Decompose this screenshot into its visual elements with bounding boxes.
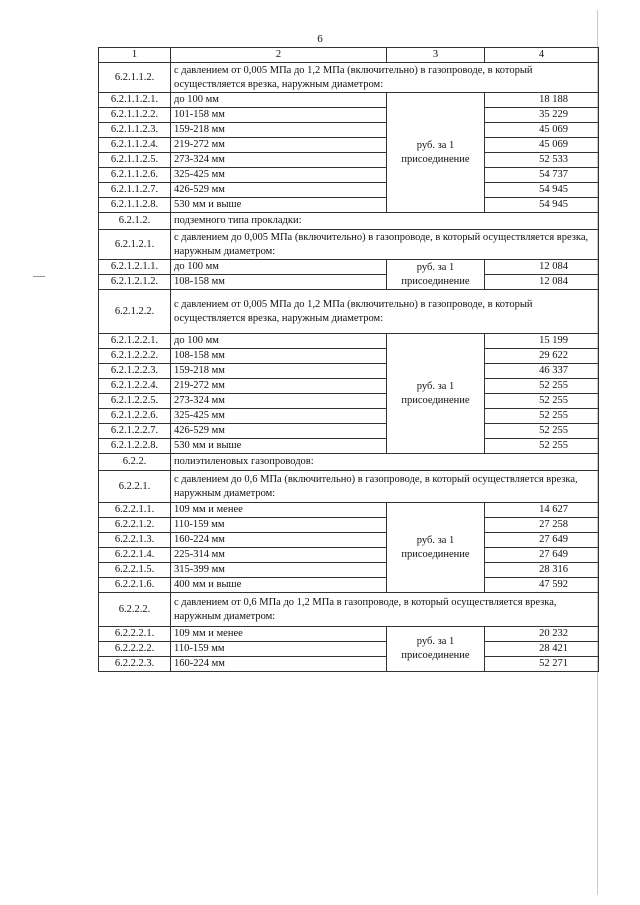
row-code: 6.2.2.1.3.	[99, 533, 171, 548]
row-code: 6.2.1.2.1.	[99, 230, 171, 260]
row-description: 426-529 мм	[171, 183, 387, 198]
row-description: 273-324 мм	[171, 153, 387, 168]
table-row	[99, 642, 599, 657]
row-value: 27 649	[485, 533, 599, 548]
row-value: 35 229	[485, 108, 599, 123]
table-header-row	[99, 48, 599, 63]
row-code: 6.2.2.1.1.	[99, 503, 171, 518]
section-row	[99, 471, 599, 503]
row-code: 6.2.1.1.2.2.	[99, 108, 171, 123]
header-col-1: 1	[99, 48, 171, 63]
row-description: 109 мм и менее	[171, 627, 387, 642]
table-row	[99, 153, 599, 168]
unit-cell: руб. за 1 присоединение	[387, 627, 485, 672]
row-value: 54 945	[485, 183, 599, 198]
row-code: 6.2.1.1.2.7.	[99, 183, 171, 198]
row-value: 12 084	[485, 275, 599, 290]
row-value: 46 337	[485, 364, 599, 379]
row-description: 110-159 мм	[171, 642, 387, 657]
section-row	[99, 290, 599, 334]
section-row	[99, 230, 599, 260]
row-code: 6.2.2.2.	[99, 593, 171, 627]
row-value: 52 255	[485, 394, 599, 409]
table-row	[99, 93, 599, 108]
row-description: 530 мм и выше	[171, 198, 387, 213]
header-col-4: 4	[485, 48, 599, 63]
row-value: 27 649	[485, 548, 599, 563]
row-value: 52 255	[485, 424, 599, 439]
row-description: с давлением до 0,005 МПа (включительно) в газопроводе, в который осуществляется врезка, наружным диаметром:	[171, 230, 599, 260]
row-value: 12 084	[485, 260, 599, 275]
row-code: 6.2.1.2.2.4.	[99, 379, 171, 394]
row-description: с давлением от 0,005 МПа до 1,2 МПа (включительно) в газопроводе, в который осуществляется врезка, наружным диаметром:	[171, 63, 599, 93]
row-description: 219-272 мм	[171, 138, 387, 153]
row-code: 6.2.1.2.2.	[99, 290, 171, 334]
row-code: 6.2.1.1.2.4.	[99, 138, 171, 153]
table-row	[99, 424, 599, 439]
table-row	[99, 260, 599, 275]
row-code: 6.2.1.1.2.	[99, 63, 171, 93]
row-code: 6.2.1.2.2.6.	[99, 409, 171, 424]
row-code: 6.2.1.2.1.2.	[99, 275, 171, 290]
row-description: полиэтиленовых газопроводов:	[171, 454, 599, 471]
section-row	[99, 63, 599, 93]
row-description: 400 мм и выше	[171, 578, 387, 593]
table-row	[99, 548, 599, 563]
row-description: 426-529 мм	[171, 424, 387, 439]
unit-cell: руб. за 1 присоединение	[387, 93, 485, 213]
table-row	[99, 123, 599, 138]
table-row	[99, 349, 599, 364]
table-row	[99, 439, 599, 454]
row-value: 52 533	[485, 153, 599, 168]
row-description: с давлением от 0,6 МПа до 1,2 МПа в газопроводе, в который осуществляется врезка, наружным диаметром:	[171, 593, 599, 627]
row-code: 6.2.1.2.2.5.	[99, 394, 171, 409]
row-value: 52 271	[485, 657, 599, 672]
row-value: 45 069	[485, 138, 599, 153]
row-code: 6.2.2.1.6.	[99, 578, 171, 593]
row-description: 273-324 мм	[171, 394, 387, 409]
row-code: 6.2.1.1.2.1.	[99, 93, 171, 108]
unit-cell: руб. за 1 присоединение	[387, 503, 485, 593]
row-description: 160-224 мм	[171, 533, 387, 548]
row-description: 108-158 мм	[171, 349, 387, 364]
row-description: 225-314 мм	[171, 548, 387, 563]
table-row	[99, 138, 599, 153]
row-code: 6.2.2.1.	[99, 471, 171, 503]
table-row	[99, 275, 599, 290]
table-row	[99, 364, 599, 379]
row-code: 6.2.2.	[99, 454, 171, 471]
row-code: 6.2.2.2.1.	[99, 627, 171, 642]
row-value: 14 627	[485, 503, 599, 518]
row-description: подземного типа прокладки:	[171, 213, 599, 230]
row-code: 6.2.1.2.2.7.	[99, 424, 171, 439]
row-code: 6.2.1.2.2.1.	[99, 334, 171, 349]
row-description: до 100 мм	[171, 93, 387, 108]
row-value: 52 255	[485, 439, 599, 454]
page-number: 6	[317, 33, 323, 45]
row-value: 28 421	[485, 642, 599, 657]
table-row	[99, 657, 599, 672]
row-description: 110-159 мм	[171, 518, 387, 533]
table-row	[99, 563, 599, 578]
row-description: 325-425 мм	[171, 409, 387, 424]
row-code: 6.2.1.2.	[99, 213, 171, 230]
row-code: 6.2.2.1.5.	[99, 563, 171, 578]
row-value: 28 316	[485, 563, 599, 578]
tariff-table	[98, 47, 599, 672]
header-col-3: 3	[387, 48, 485, 63]
table-row	[99, 198, 599, 213]
row-description: 325-425 мм	[171, 168, 387, 183]
section-row	[99, 593, 599, 627]
row-code: 6.2.2.2.2.	[99, 642, 171, 657]
row-description: 109 мм и менее	[171, 503, 387, 518]
table-row	[99, 627, 599, 642]
table-row	[99, 334, 599, 349]
row-description: с давлением до 0,6 МПа (включительно) в газопроводе, в который осуществляется врезка, наружным диаметром:	[171, 471, 599, 503]
row-value: 29 622	[485, 349, 599, 364]
row-code: 6.2.1.1.2.5.	[99, 153, 171, 168]
row-code: 6.2.1.1.2.8.	[99, 198, 171, 213]
row-value: 52 255	[485, 409, 599, 424]
header-col-2: 2	[171, 48, 387, 63]
table-row	[99, 379, 599, 394]
row-description: 101-158 мм	[171, 108, 387, 123]
margin-mark	[33, 276, 45, 277]
row-description: 219-272 мм	[171, 379, 387, 394]
row-code: 6.2.2.1.2.	[99, 518, 171, 533]
table-row	[99, 409, 599, 424]
row-value: 15 199	[485, 334, 599, 349]
row-description: 108-158 мм	[171, 275, 387, 290]
row-description: 315-399 мм	[171, 563, 387, 578]
row-code: 6.2.1.2.2.2.	[99, 349, 171, 364]
table-row	[99, 394, 599, 409]
row-description: 159-218 мм	[171, 123, 387, 138]
unit-cell: руб. за 1 присоединение	[387, 334, 485, 454]
table-row	[99, 518, 599, 533]
row-value: 45 069	[485, 123, 599, 138]
row-value: 54 737	[485, 168, 599, 183]
row-value: 20 232	[485, 627, 599, 642]
row-code: 6.2.1.2.2.3.	[99, 364, 171, 379]
unit-cell: руб. за 1 присоединение	[387, 260, 485, 290]
table-row	[99, 533, 599, 548]
section-row	[99, 454, 599, 471]
table-row	[99, 503, 599, 518]
row-description: до 100 мм	[171, 334, 387, 349]
row-code: 6.2.1.1.2.6.	[99, 168, 171, 183]
row-value: 52 255	[485, 379, 599, 394]
row-value: 18 188	[485, 93, 599, 108]
row-description: до 100 мм	[171, 260, 387, 275]
table-row	[99, 183, 599, 198]
row-description: 530 мм и выше	[171, 439, 387, 454]
table-row	[99, 168, 599, 183]
table-row	[99, 108, 599, 123]
row-value: 27 258	[485, 518, 599, 533]
row-description: 159-218 мм	[171, 364, 387, 379]
row-description: с давлением от 0,005 МПа до 1,2 МПа (включительно) в газопроводе, в который осуществляется врезка, наружным диаметром:	[171, 290, 599, 334]
section-row	[99, 213, 599, 230]
row-value: 54 945	[485, 198, 599, 213]
row-code: 6.2.1.1.2.3.	[99, 123, 171, 138]
row-code: 6.2.2.1.4.	[99, 548, 171, 563]
row-code: 6.2.1.2.1.1.	[99, 260, 171, 275]
row-code: 6.2.2.2.3.	[99, 657, 171, 672]
row-description: 160-224 мм	[171, 657, 387, 672]
row-code: 6.2.1.2.2.8.	[99, 439, 171, 454]
table-row	[99, 578, 599, 593]
row-value: 47 592	[485, 578, 599, 593]
